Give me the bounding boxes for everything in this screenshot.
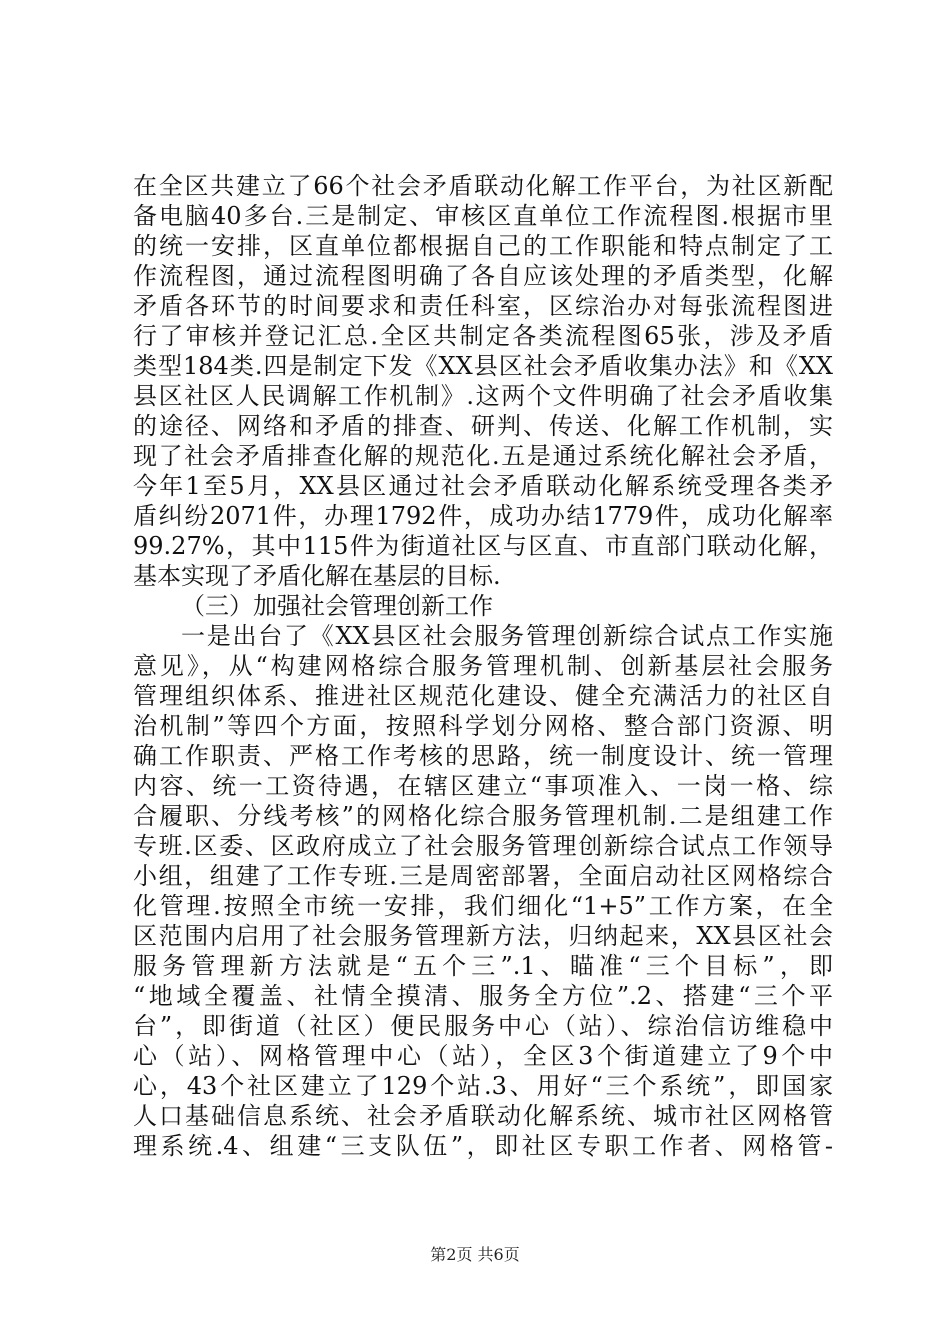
text-line: 内容、统一工资待遇，在辖区建立“事项准入、一岗一格、综 [133, 772, 833, 800]
text-line: 心，43个社区建立了129个站.3、用好“三个系统”，即国家 [133, 1072, 833, 1100]
text-line: 区范围内启用了社会服务管理新方法，归纳起来，XX县区社会 [133, 922, 833, 950]
text-line: 心（站）、网格管理中心（站），全区3个街道建立了9个中 [133, 1042, 833, 1070]
page-number-footer: 第2页 共6页 [430, 1245, 520, 1264]
text-line: 作流程图，通过流程图明确了各自应该处理的矛盾类型，化解 [133, 262, 833, 290]
text-line: 小组，组建了工作专班.三是周密部署，全面启动社区网格综合 [133, 862, 833, 890]
text-line: 合履职、分线考核”的网格化综合服务管理机制.二是组建工作 [133, 802, 833, 830]
text-line: 的途径、网络和矛盾的排查、研判、传送、化解工作机制，实 [133, 412, 833, 440]
text-line: 台”，即街道（社区）便民服务中心（站）、综治信访维稳中 [133, 1012, 833, 1040]
text-line: 矛盾各环节的时间要求和责任科室，区综治办对每张流程图进 [133, 292, 833, 320]
text-line: 行了审核并登记汇总.全区共制定各类流程图65张，涉及矛盾 [133, 322, 833, 350]
text-line: 治机制”等四个方面，按照科学划分网格、整合部门资源、明 [133, 712, 833, 740]
text-line: 盾纠纷2071件，办理1792件，成功办结1779件，成功化解率 [133, 502, 833, 530]
text-line: 在全区共建立了66个社会矛盾联动化解工作平台，为社区新配 [133, 172, 833, 200]
section-heading: （三）加强社会管理创新工作 [181, 592, 493, 620]
text-line: 一是出台了《XX县区社会服务管理创新综合试点工作实施 [181, 622, 833, 650]
text-line: 的统一安排，区直单位都根据自己的工作职能和特点制定了工 [133, 232, 833, 260]
text-line: 人口基础信息系统、社会矛盾联动化解系统、城市社区网格管 [133, 1102, 833, 1130]
text-line: 现了社会矛盾排查化解的规范化.五是通过系统化解社会矛盾， [133, 442, 833, 470]
text-line: 意见》，从“构建网格综合服务管理机制、创新基层社会服务 [133, 652, 833, 680]
text-line: 理系统.4、组建“三支队伍”，即社区专职工作者、网格管- [133, 1132, 833, 1160]
document-body [133, 171, 833, 1161]
text-line: 管理组织体系、推进社区规范化建设、健全充满活力的社区自 [133, 682, 833, 710]
text-line: 县区社区人民调解工作机制》.这两个文件明确了社会矛盾收集 [133, 382, 833, 410]
text-line: 确工作职责、严格工作考核的思路，统一制度设计、统一管理 [133, 742, 833, 770]
text-line: 今年1至5月，XX县区通过社会矛盾联动化解系统受理各类矛 [133, 472, 833, 500]
text-line: 服务管理新方法就是“五个三”.1、瞄准“三个目标”，即 [133, 952, 833, 980]
text-line: 99.27%，其中115件为街道社区与区直、市直部门联动化解， [133, 532, 833, 560]
text-line: “地域全覆盖、社情全摸清、服务全方位”.2、搭建“三个平 [133, 982, 833, 1010]
text-line: 专班.区委、区政府成立了社会服务管理创新综合试点工作领导 [133, 832, 833, 860]
text-line: 备电脑40多台.三是制定、审核区直单位工作流程图.根据市里 [133, 202, 833, 230]
text-line: 化管理.按照全市统一安排，我们细化“1+5”工作方案，在全 [133, 892, 833, 920]
text-line: 类型184类.四是制定下发《XX县区社会矛盾收集办法》和《XX [133, 352, 833, 380]
text-line: 基本实现了矛盾化解在基层的目标. [133, 562, 501, 590]
